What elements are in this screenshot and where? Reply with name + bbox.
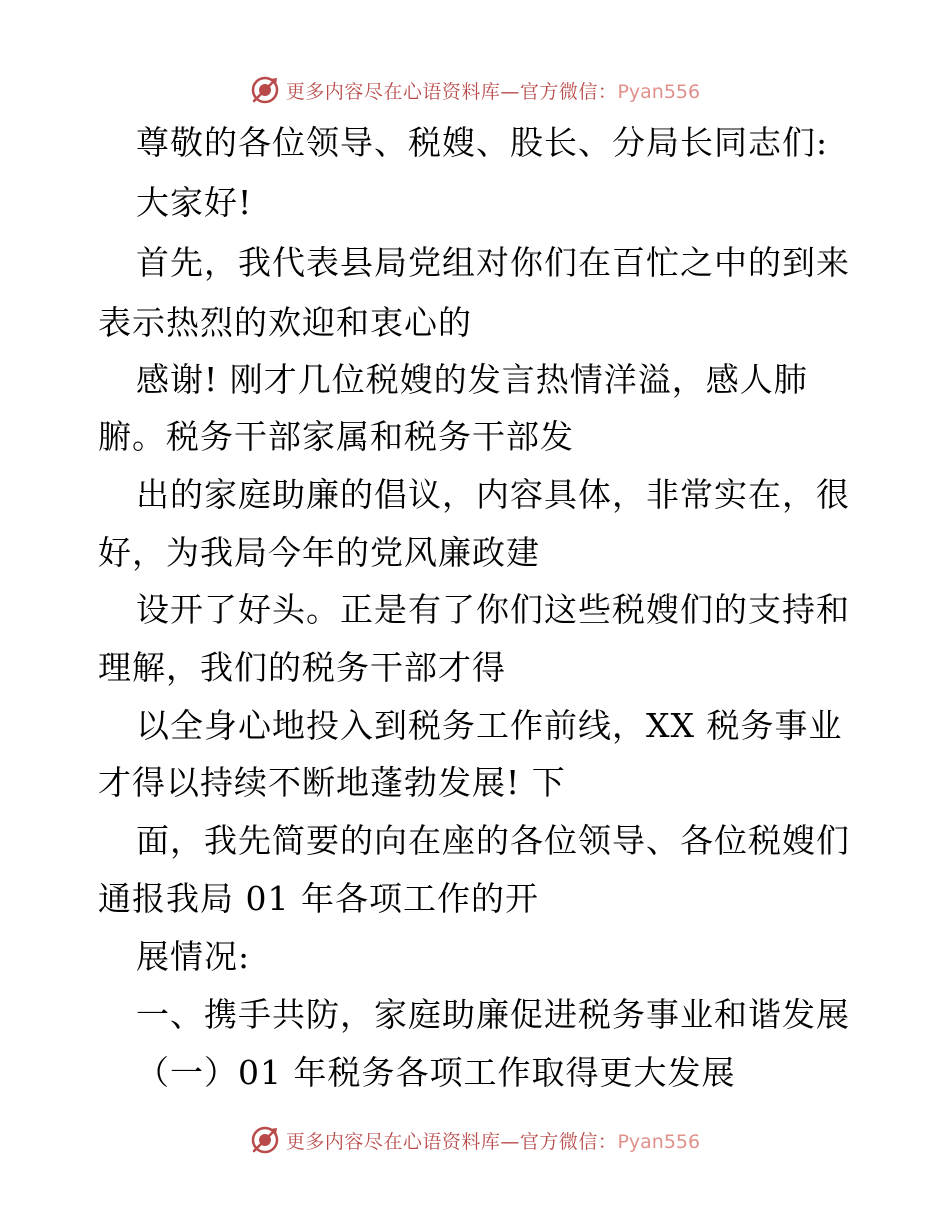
header-watermark [0,70,950,110]
paragraph-line: 以全身心地投入到税务工作前线，XX 税务事业 [136,706,843,745]
paragraph-line: 首先，我代表县局党组对你们在百忙之中的到来 [136,243,850,282]
paragraph-line: 理解，我们的税务干部才得 [98,648,506,687]
watermark-text: 更多内容尽在心语资料库—官方微信：Pyan556 [285,1130,701,1153]
quill-logo-icon [250,75,280,105]
paragraph-line: 才得以持续不断地蓬勃发展! 下 [98,763,566,802]
salutation-line: 尊敬的各位领导、税嫂、股长、分局长同志们: [136,123,829,162]
paragraph-line: 通报我局 01 年各项工作的开 [98,879,539,918]
paragraph-line: 表示热烈的欢迎和衷心的 [98,303,472,342]
subsection-heading: （一）01 年税务各项工作取得更大发展 [136,1053,736,1092]
paragraph-line: 设开了好头。正是有了你们这些税嫂们的支持和 [136,590,850,629]
quill-logo-icon [250,1125,280,1155]
greeting-line: 大家好! [136,183,253,222]
paragraph-line: 展情况: [136,937,251,976]
paragraph-line: 腑。税务干部家属和税务干部发 [98,417,574,456]
paragraph-line: 出的家庭助廉的倡议，内容具体，非常实在，很 [136,475,850,514]
footer-watermark [0,1120,950,1160]
watermark-text: 更多内容尽在心语资料库—官方微信：Pyan556 [285,80,701,103]
section-heading: 一、携手共防，家庭助廉促进税务事业和谐发展 [136,995,850,1034]
paragraph-line: 好，为我局今年的党风廉政建 [98,533,540,572]
paragraph-line: 感谢! 刚才几位税嫂的发言热情洋溢，感人肺 [136,360,808,399]
paragraph-line: 面，我先简要的向在座的各位领导、各位税嫂们 [136,821,850,860]
